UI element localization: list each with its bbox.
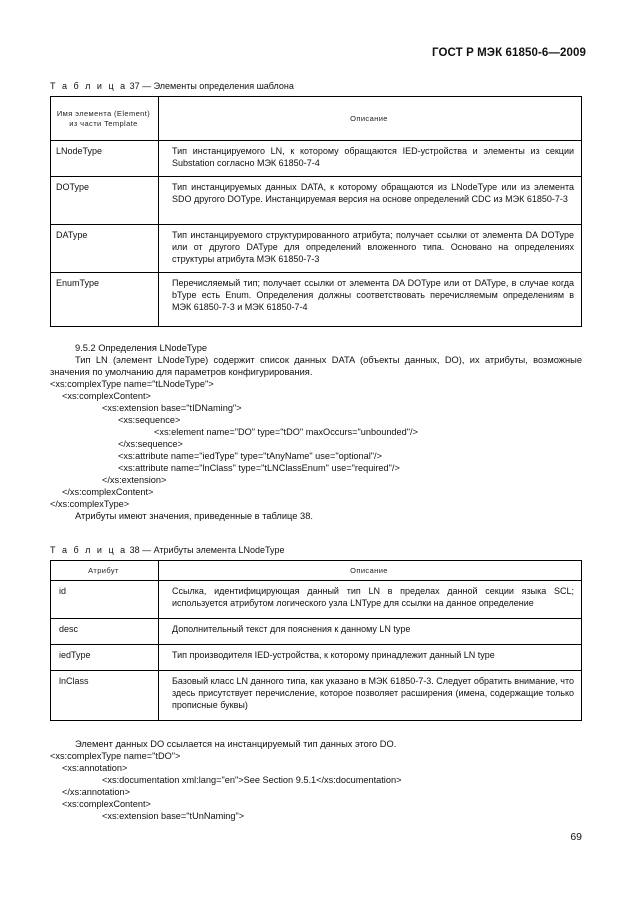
section-9-5-2: [50, 342, 582, 522]
section-paragraph: Тип LN (элемент LNodeType) содержит список данных DATA (объекты данных, DO), их атрибуты, возможные значения по умолчанию для параметров конфигурирования.: [50, 355, 582, 377]
code-line: <xs:attribute name="iedType" type="tAnyName" use="optional"/>: [118, 451, 382, 461]
column-header-attribute: Атрибут: [51, 561, 159, 581]
table-37-caption: [50, 81, 294, 91]
element-description: Перечисляемый тип; получает ссылки от элемента DA DOType или от DAType, в случае когда bType есть Enum. Определения должны соответствовать перечисляемым определениям в МЭК 61850-7-3 и МЭК 61850-7-4: [159, 273, 582, 327]
code-line: <xs:sequence>: [118, 415, 181, 425]
code-line: <xs:complexContent>: [62, 391, 151, 401]
code-line: </xs:complexType>: [50, 499, 130, 509]
table-header-row: [51, 561, 582, 581]
code-line: <xs:annotation>: [62, 763, 128, 773]
section-after-text: Атрибуты имеют значения, приведенные в таблице 38.: [75, 511, 313, 521]
table-word: Т а б л и ц а: [50, 81, 128, 91]
table-row: [51, 225, 582, 273]
table-row: [51, 273, 582, 327]
element-name: EnumType: [51, 273, 159, 327]
table-row: [51, 619, 582, 645]
table-37-caption-text: 37 — Элементы определения шаблона: [127, 81, 294, 91]
table-38-caption: [50, 545, 285, 555]
attribute-description: Дополнительный текст для пояснения к данному LN type: [159, 619, 582, 645]
tail-paragraph: Элемент данных DO ссылается на инстанцируемый тип данных этого DO.: [75, 739, 397, 749]
element-name: DOType: [51, 177, 159, 225]
element-name: DAType: [51, 225, 159, 273]
code-line: <xs:documentation xml:lang="en">See Section 9.5.1</xs:documentation>: [102, 775, 402, 785]
table-word: Т а б л и ц а: [50, 545, 128, 555]
table-header-row: [51, 97, 582, 141]
element-description: Тип инстанцируемого структурированного атрибута; получает ссылки от элемента DA DOType или от другого DAType для определений вложенного типа. Основано на определениях структуры атрибута МЭК 61850-7-3: [159, 225, 582, 273]
page-number: 69: [570, 831, 582, 843]
tail-section: [50, 738, 582, 822]
table-38-caption-text: 38 — Атрибуты элемента LNodeType: [127, 545, 285, 555]
code-line: </xs:complexContent>: [62, 487, 154, 497]
table-38: [50, 560, 582, 721]
attribute-name: iedType: [51, 645, 159, 671]
code-line: </xs:extension>: [102, 475, 167, 485]
column-header-description: Описание: [159, 97, 582, 141]
element-description: Тип инстанцируемых данных DATA, к которому обращаются из LNodeType или из элемента SDO другого DOType. Инстанцируемая версия на основе определений CDC из МЭК 61850-7-3: [159, 177, 582, 225]
code-line: <xs:extension base="tIDNaming">: [102, 403, 242, 413]
attribute-name: desc: [51, 619, 159, 645]
code-line: <xs:element name="DO" type="tDO" maxOccurs="unbounded"/>: [154, 427, 418, 437]
code-line: <xs:attribute name="lnClass" type="tLNClassEnum" use="required"/>: [118, 463, 400, 473]
column-header-element: Имя элемента (Element) из части Template: [51, 97, 159, 141]
code-line: </xs:sequence>: [118, 439, 183, 449]
attribute-description: Тип производителя IED-устройства, к которому принадлежит данный LN type: [159, 645, 582, 671]
table-row: [51, 645, 582, 671]
table-row: [51, 177, 582, 225]
code-line: </xs:annotation>: [62, 787, 130, 797]
table-row: [51, 671, 582, 721]
code-line: <xs:complexType name="tLNodeType">: [50, 379, 214, 389]
element-name: LNodeType: [51, 141, 159, 177]
attribute-name: id: [51, 581, 159, 619]
code-line: <xs:extension base="tUnNaming">: [102, 811, 245, 821]
attribute-name: lnClass: [51, 671, 159, 721]
table-row: [51, 581, 582, 619]
document-header: ГОСТ Р МЭК 61850-6—2009: [432, 47, 586, 59]
table-row: [51, 141, 582, 177]
attribute-description: Базовый класс LN данного типа, как указано в МЭК 61850-7-3. Следует обратить внимание, что здесь присутствует перечисление, которое позволяет расширения (имена, содержащие только прописные буквы): [159, 671, 582, 721]
attribute-description: Ссылка, идентифицирующая данный тип LN в пределах данной секции языка SCL; используется атрибутом логического узла LNType для ссылки на данное определение: [159, 581, 582, 619]
section-heading: 9.5.2 Определения LNodeType: [75, 343, 208, 353]
column-header-description: Описание: [159, 561, 582, 581]
element-description: Тип инстанцируемого LN, к которому обращаются IED-устройства и элементы из секции Substation согласно МЭК 61850-7-4: [159, 141, 582, 177]
table-37: [50, 96, 582, 327]
code-line: <xs:complexType name="tDO">: [50, 751, 181, 761]
code-line: <xs:complexContent>: [62, 799, 151, 809]
